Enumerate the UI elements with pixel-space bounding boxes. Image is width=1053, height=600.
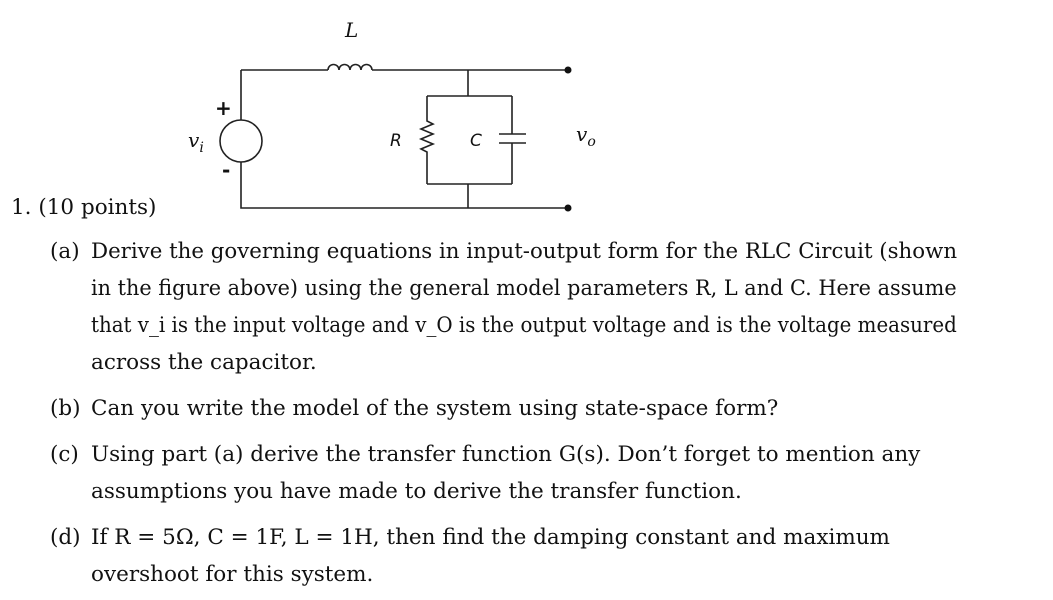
inductor-coil (328, 65, 372, 71)
part-c-label: (c) (50, 442, 79, 467)
source-label: $v_i$ (188, 128, 204, 156)
part-a-label: (a) (50, 239, 80, 264)
plus-sign: + (215, 96, 232, 120)
capacitor-label: C (470, 131, 482, 151)
resistor-label: R (390, 131, 402, 151)
voltage-source (220, 120, 262, 162)
part-d-line-1: If R = 5Ω, C = 1F, L = 1H, then find the damping constant and maximum (91, 525, 890, 550)
part-a-line-2: in the figure above) using the general model parameters R, L and C. Here assume (91, 276, 957, 301)
output-terminal-top (565, 67, 572, 74)
output-label: $v_o$ (576, 122, 596, 150)
problem-heading (11, 189, 156, 226)
part-a-line-4: across the capacitor. (91, 350, 317, 375)
resistor-wire (421, 96, 433, 184)
left-wire-bottom (241, 162, 568, 208)
output-terminal-bottom (565, 205, 572, 212)
minus-sign: - (222, 158, 231, 182)
part-c-line-2: assumptions you have made to derive the transfer function. (91, 479, 742, 504)
part-a-line-3: that v_i is the input voltage and v_O is the output voltage and is the voltage measured (91, 313, 957, 338)
part-a-line-1: Derive the governing equations in input-output form for the RLC Circuit (shown (91, 239, 958, 264)
part-b-label: (b) (50, 396, 81, 421)
part-b-line-1: Can you write the model of the system using state-space form? (91, 396, 779, 421)
part-d-line-2: overshoot for this system. (91, 562, 374, 587)
part-d-label: (d) (50, 525, 81, 550)
rlc-circuit-diagram (0, 0, 1053, 230)
problem-points: (10 points) (38, 195, 157, 220)
problem-number: 1. (11, 195, 32, 220)
inductor-label: L (345, 18, 359, 42)
part-c-line-1: Using part (a) derive the transfer function G(s). Don’t forget to mention any (91, 442, 921, 467)
